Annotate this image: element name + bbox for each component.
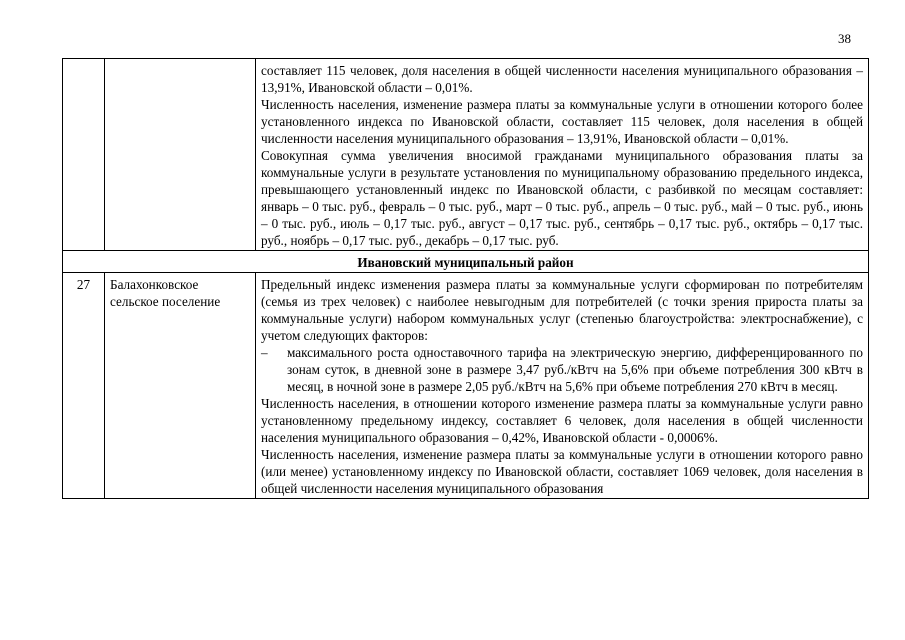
paragraph: Совокупная сумма увеличения вносимой гражданами муниципального образования платы за коммунальные услуги в результате установления по муниципальному образованию предельного индекса, превышающего установленный индекс по Ивановской области, с разбивкой по месяцам составляет: январь – 0 тыс. руб., февраль – 0 тыс. руб., март – 0 тыс. руб., апрель – 0 тыс. руб., май – 0 тыс. руб., июнь – 0 тыс. руб., июль – 0,17 тыс. руб., август – 0,17 тыс. руб., сентябрь – 0,17 тыс. руб., октябрь – 0,17 тыс. руб., ноябрь – 0,17 тыс. руб., декабрь – 0,17 тыс. руб.: [261, 148, 863, 248]
row-number: 27: [63, 273, 105, 499]
page-number: 38: [838, 31, 851, 46]
section-title: Ивановский муниципальный район: [63, 251, 869, 273]
municipality-name: Балахонковское сельское поселение: [105, 273, 256, 499]
document-table: [62, 58, 869, 499]
cell-description: [256, 273, 869, 499]
bullet-dash: –: [261, 345, 268, 360]
table-row-continuation: [63, 59, 869, 251]
bullet-text: максимального роста одноставочного тарифа на электрическую энергию, дифференцированного по зонам суток, в дневной зоне в размере 3,47 руб./кВтч на 5,6% при объеме потребления 300 кВтч в месяц, в ночной зоне в размере 2,05 руб./кВтч на 5,6% при объеме потребления 270 кВтч в месяц.: [287, 345, 863, 394]
paragraph: Численность населения, изменение размера платы за коммунальные услуги в отношении которого равно (или менее) установленному индексу по Ивановской области, составляет 1069 человек, доля населения в общей численности населения муниципального образования: [261, 447, 863, 496]
paragraph: Предельный индекс изменения размера платы за коммунальные услуги сформирован по потребителям (семья из трех человек) с наиболее невыгодным для потребителей (с точки зрения прироста платы за коммунальные услуги) набором коммунальных услуг (степенью благоустройства: электроснабжение), с учетом следующих факторов:: [261, 277, 863, 343]
paragraph: Численность населения, в отношении которого изменение размера платы за коммунальные услуги равно установленному предельному индексу, составляет 6 человек, доля населения в общей численности населения муниципального образования – 0,42%, Ивановской области - 0,0006%.: [261, 396, 863, 445]
bullet-item: [261, 344, 863, 395]
cell-name-empty: [105, 59, 256, 251]
table-row-27: [63, 273, 869, 499]
paragraph: составляет 115 человек, доля населения в общей численности населения муниципального образования – 13,91%, Ивановской области – 0,01%.: [261, 63, 863, 95]
cell-number-empty: [63, 59, 105, 251]
paragraph: Численность населения, изменение размера платы за коммунальные услуги в отношении которого более установленного индекса по Ивановской области, составляет 115 человек, доля населения в общей численности населения муниципального образования – 13,91%, Ивановской области – 0,01%.: [261, 97, 863, 146]
cell-description: [256, 59, 869, 251]
table-row-section: [63, 251, 869, 273]
